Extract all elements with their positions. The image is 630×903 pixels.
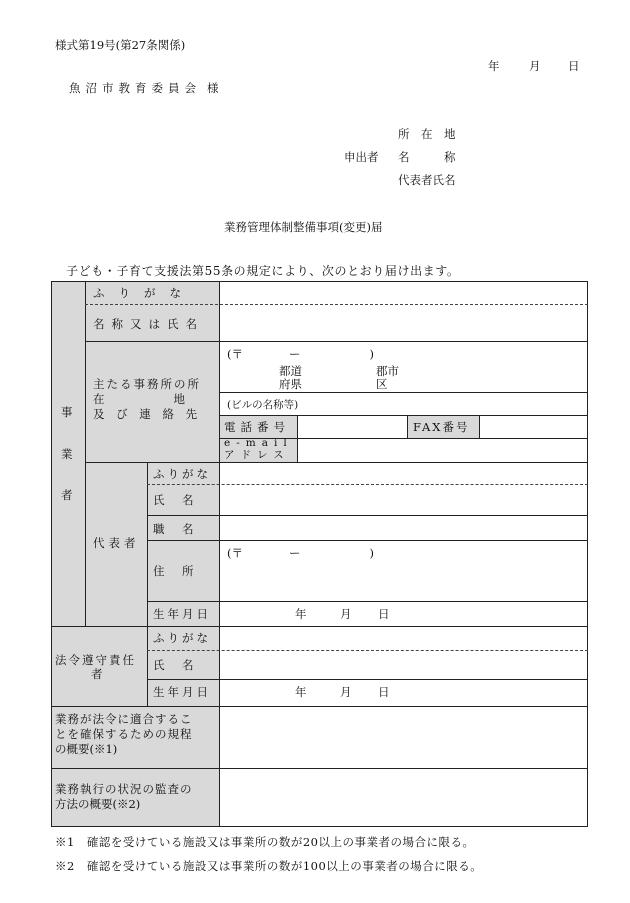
rep-furigana-label: ふりがな: [153, 467, 211, 481]
representative-label: 代表者: [93, 536, 140, 550]
h-line-rep-name: [147, 515, 588, 516]
rep-birth-day: 日: [378, 607, 390, 621]
applicant-name-label: 名 称: [398, 150, 456, 164]
rep-birth-label: 生年月日: [153, 607, 211, 621]
footnote-1: ※1 確認を受けている施設又は事業所の数が20以上の事業者の場合に限る。: [55, 835, 475, 849]
office-postal: (〒 ー ): [227, 347, 374, 361]
table-border-bottom: [51, 826, 588, 827]
compliance-birth-year: 年: [295, 685, 307, 699]
compliance-birth-month: 月: [340, 685, 352, 699]
h-line-compliance-name: [147, 679, 588, 680]
v-line-compliance: [147, 626, 148, 706]
regulation-summary-line-2: とを確保するための規程: [55, 727, 193, 741]
intro-text: 子ども・子育て支援法第55条の規定により、次のとおり届け出ます。: [66, 264, 460, 278]
h-line-building: [219, 392, 588, 393]
office-label-line-3: 及 び 連 絡 先: [93, 407, 202, 421]
application-table: [51, 281, 588, 827]
email-label-line-1: e-mail: [224, 437, 293, 449]
h-line-regulation: [51, 706, 588, 707]
form-number: 様式第19号(第27条関係): [55, 38, 186, 52]
name-label: 名称又は氏名: [93, 317, 204, 331]
compliance-birth-day: 日: [378, 685, 390, 699]
table-border-left: [51, 281, 52, 827]
h-line-rep-position: [147, 540, 588, 541]
h-line-rep-address: [147, 601, 588, 602]
compliance-birth-label: 生年月日: [153, 685, 211, 699]
h-dash-compliance-furigana: [147, 650, 588, 651]
date-year: 年: [488, 59, 500, 73]
compliance-name-label: 氏 名: [153, 658, 197, 672]
prefecture-line-1: 都道: [279, 364, 302, 378]
phone-label: 電話番号: [224, 420, 290, 434]
v-line-side: [85, 281, 86, 626]
document-title: 業務管理体制整備事項(変更)届: [224, 220, 383, 234]
office-label-line-2: 在 地: [93, 392, 185, 406]
office-label-line-1: 主たる事務所の所: [93, 377, 201, 391]
recipient: 魚沼市教育委員会: [69, 81, 201, 95]
h-line-office-bottom: [85, 462, 588, 463]
compliance-furigana-label: ふりがな: [153, 631, 211, 645]
rep-birth-year: 年: [295, 607, 307, 621]
applicant-representative-label: 代表者氏名: [398, 173, 456, 187]
regulation-summary-line-1: 業務が法令に適合するこ: [55, 712, 193, 726]
h-dash-furigana: [85, 304, 588, 305]
v-line-fax-right: [479, 415, 480, 438]
regulation-summary-line-3: の概要(※1): [55, 742, 118, 756]
h-line-name: [85, 341, 588, 342]
furigana-label: ふりがな: [93, 286, 195, 300]
fax-label: FAX番号: [413, 420, 470, 434]
footnote-2: ※2 確認を受けている施設又は事業所の数が100以上の事業者の場合に限る。: [55, 859, 483, 873]
side-label-char-2: 業: [61, 447, 73, 461]
city-line-2: 区: [376, 377, 388, 391]
email-label-line-2: アドレス: [224, 449, 290, 461]
compliance-label-line-2: 者: [91, 667, 103, 681]
recipient-suffix: 様: [207, 81, 219, 95]
rep-birth-month: 月: [340, 607, 352, 621]
h-line-section: [51, 626, 588, 627]
v-line-value: [219, 281, 220, 827]
rep-position-label: 職 名: [153, 522, 197, 536]
h-dash-rep-furigana: [147, 484, 588, 485]
audit-summary-line-1: 業務執行の状況の監査の: [55, 782, 193, 796]
operator-label-column: [85, 281, 219, 462]
prefecture-line-2: 府県: [279, 377, 302, 391]
date-day: 日: [568, 59, 580, 73]
h-line-audit: [51, 768, 588, 769]
side-label-char-1: 事: [61, 405, 73, 419]
applicant-label: 申出者: [344, 150, 379, 164]
date-month: 月: [529, 59, 541, 73]
rep-address-label: 住 所: [153, 564, 197, 578]
rep-postal: (〒 ー ): [227, 546, 374, 560]
rep-name-label: 氏 名: [153, 493, 197, 507]
side-label-char-3: 者: [61, 488, 73, 502]
compliance-label-line-1: 法令遵守責任: [55, 653, 136, 667]
table-border-top: [51, 281, 588, 282]
building-label: (ビルの名称等): [227, 399, 299, 411]
applicant-address-label: 所 在 地: [398, 127, 456, 141]
h-line-phone: [219, 415, 588, 416]
table-border-right: [587, 281, 588, 827]
city-line-1: 郡市: [376, 364, 399, 378]
v-line-fax-left: [407, 415, 408, 438]
audit-summary-line-2: 方法の概要(※2): [55, 797, 141, 811]
